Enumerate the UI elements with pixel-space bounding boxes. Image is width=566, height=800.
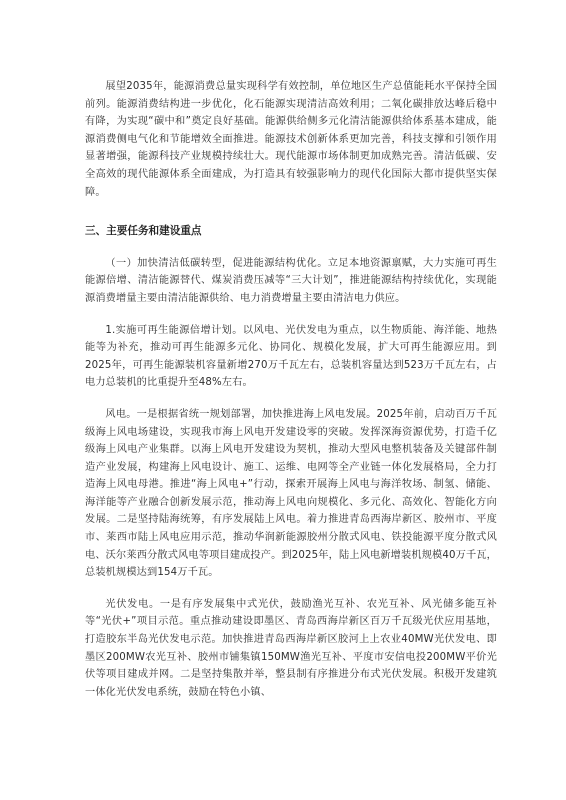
clean-low-carbon-paragraph: （一）加快清洁低碳转型，促进能源结构优化。立足本地资源禀赋，大力实施可再生能源倍增、清洁能源替代、煤炭消费压减等“三大计划”，推进能源结构持续优化，实现能源消费增量主要由清洁能源供给、电力消费增量主要由清洁电力供应。	[85, 257, 497, 304]
section-heading-main-tasks: 三、主要任务和建设重点	[85, 225, 202, 238]
outlook-2035-paragraph: 展望2035年，能源消费总量实现科学有效控制，单位地区生产总值能耗水平保持全国前列。能源消费结构进一步优化，化石能源实现清洁高效利用；二氧化碳排放达峰后稳中有降，为实现“碳中和”奠定良好基础。能源供给侧多元化清洁能源供给体系基本建成，能源消费侧电气化和节能增效全面推进。能源技术创新体系更加完善，科技支撑和引领作用显著增强，能源科技产业规模持续壮大。现代能源市场体制更加成熟完善。清洁低碳、安全高效的现代能源体系全面建成，为打造具有较强影响力的现代化国际大都市提供坚实保障。	[85, 81, 497, 198]
document-body	[85, 78, 497, 701]
wind-power-paragraph: 风电。一是根据省统一规划部署，加快推进海上风电发展。2025年前，启动百万千瓦级海上风电场建设，实现我市海上风电开发建设零的突破。发挥深海资源优势，打造千亿级海上风电产业集群。以海上风电开发建设为契机，推动大型风电整机装备及关键部件制造产业发展，构建海上风电设计、施工、运维、电网等全产业链一体化发展格局，全力打造海上风电母港。推进“海上风电+”行动，探索开展海上风电与海洋牧场、制氢、储能、海洋能等产业融合创新发展示范，推动海上风电向规模化、多元化、高效化、智能化方向发展。二是坚持陆海统筹，有序发展陆上风电。着力推进青岛西海岸新区、胶州市、平度市、莱西市陆上风电应用示范，推动华润新能源胶州分散式风电、铁投能源平度分散式风电、沃尔莱西分散式风电等项目建成投产。到2025年，陆上风电新增装机规模40万千瓦，总装机规模达到154万千瓦。	[85, 408, 497, 579]
renewable-doubling-paragraph: 1.实施可再生能源倍增计划。以风电、光伏发电为重点，以生物质能、海洋能、地热能等为补充，推动可再生能源多元化、协同化、规模化发展，扩大可再生能源应用。到2025年，可再生能源装机容量新增270万千瓦左右，总装机容量达到523万千瓦左右，占电力总装机的比重提升至48%左右。	[85, 324, 497, 389]
solar-power-paragraph: 光伏发电。一是有序发展集中式光伏，鼓励渔光互补、农光互补、风光储多能互补等“光伏+”项目示范。重点推动建设即墨区、青岛西海岸新区百万千瓦级光伏应用基地，打造胶东半岛光伏发电示范。加快推进青岛西海岸新区胶河上上农业40MW光伏发电、即墨区200MW农光互补、胶州市铺集镇150MW渔光互补、平度市安信电投200MW平价光伏等项目建成并网。二是坚持集散并举，整县制有序推进分布式光伏发展。积极开发建筑一体化光伏发电系统，鼓励在特色小镇、	[85, 598, 497, 698]
